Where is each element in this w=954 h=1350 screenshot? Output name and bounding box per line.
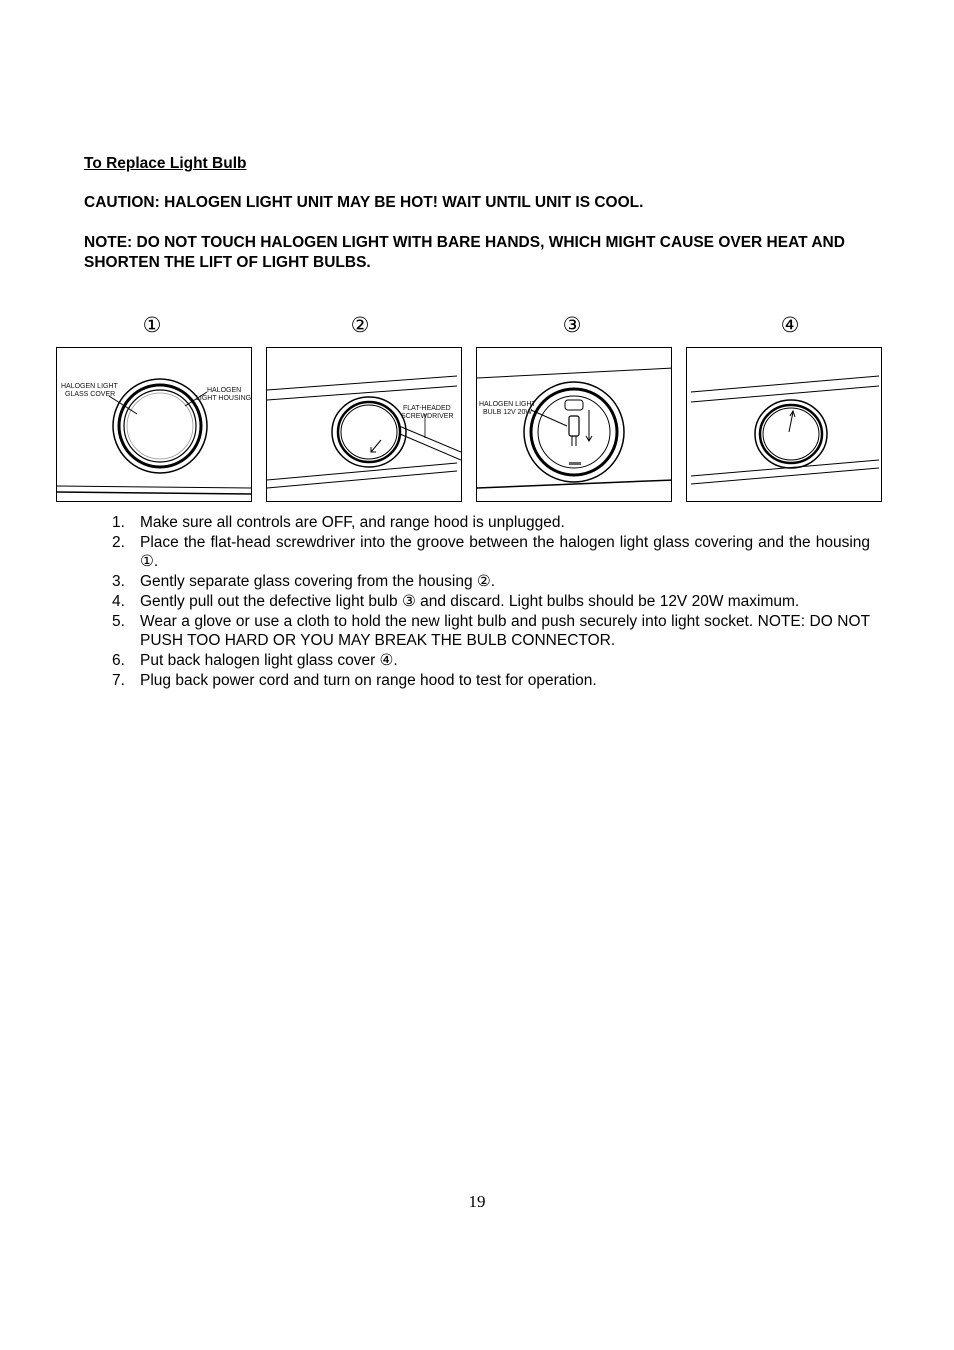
list-item [102, 533, 870, 572]
list-item [102, 513, 870, 533]
step-text: Make sure all controls are OFF, and range hood is unplugged. [140, 514, 565, 531]
figure-1-glass-cover [56, 347, 252, 502]
step-number: 1. [112, 514, 125, 531]
figure-1-label-c: HALOGEN [207, 387, 242, 394]
list-item [102, 612, 870, 651]
figure-marker-1: ① [142, 313, 162, 337]
step-number: 2. [112, 533, 125, 551]
step-number: 5. [112, 612, 125, 630]
figure-2-screwdriver [266, 347, 462, 502]
step-text: Put back halogen light glass cover ④. [140, 651, 398, 669]
list-item [102, 592, 870, 612]
figure-3-label-b: BULB 12V 20W [483, 409, 533, 416]
page-number: 19 [468, 1192, 486, 1211]
note-text: NOTE: DO NOT TOUCH HALOGEN LIGHT WITH BARE HANDS, WHICH MIGHT CAUSE OVER HEAT AND SHORTEN THE LIFT OF LIGHT BULBS. [84, 234, 845, 271]
figure-1-label-b: GLASS COVER [65, 391, 116, 398]
step-number: 6. [112, 651, 125, 669]
figure-4-replace-cover [686, 347, 882, 502]
figure-marker-3: ③ [562, 313, 582, 337]
step-text: Place the flat-head screwdriver into the groove between the halogen light glass covering and the housing ①. [140, 533, 870, 571]
list-item [102, 671, 870, 691]
list-item [102, 651, 870, 671]
step-number: 7. [112, 671, 125, 689]
step-number: 4. [112, 592, 125, 610]
section-title: To Replace Light Bulb [84, 155, 247, 172]
figure-3-label-a: HALOGEN LIGHT [479, 401, 536, 408]
figure-marker-4: ④ [780, 313, 800, 337]
figure-2-label-b: SCREWDRIVER [401, 413, 454, 420]
step-number: 3. [112, 573, 125, 591]
figure-marker-2: ② [350, 313, 370, 337]
step-text: Plug back power cord and turn on range hood to test for operation. [140, 671, 597, 689]
step-text: Wear a glove or use a cloth to hold the new light bulb and push securely into light socket. NOTE: DO NOT PUSH TOO HARD OR YOU MAY BREAK THE BULB CONNECTOR. [140, 612, 870, 650]
figure-2-label-a: FLAT-HEADED [403, 405, 451, 412]
instruction-steps [102, 513, 870, 690]
figure-3-bulb [476, 347, 672, 502]
list-item [102, 572, 870, 592]
figure-1-label-d: LIGHT HOUSING [196, 395, 252, 402]
figure-1-label-a: HALOGEN LIGHT [61, 383, 118, 390]
caution-text: CAUTION: HALOGEN LIGHT UNIT MAY BE HOT! WAIT UNTIL UNIT IS COOL. [84, 194, 644, 211]
step-text: Gently pull out the defective light bulb ③ and discard. Light bulbs should be 12V 20W maximum. [140, 592, 800, 610]
step-text: Gently separate glass covering from the housing ②. [140, 573, 496, 591]
